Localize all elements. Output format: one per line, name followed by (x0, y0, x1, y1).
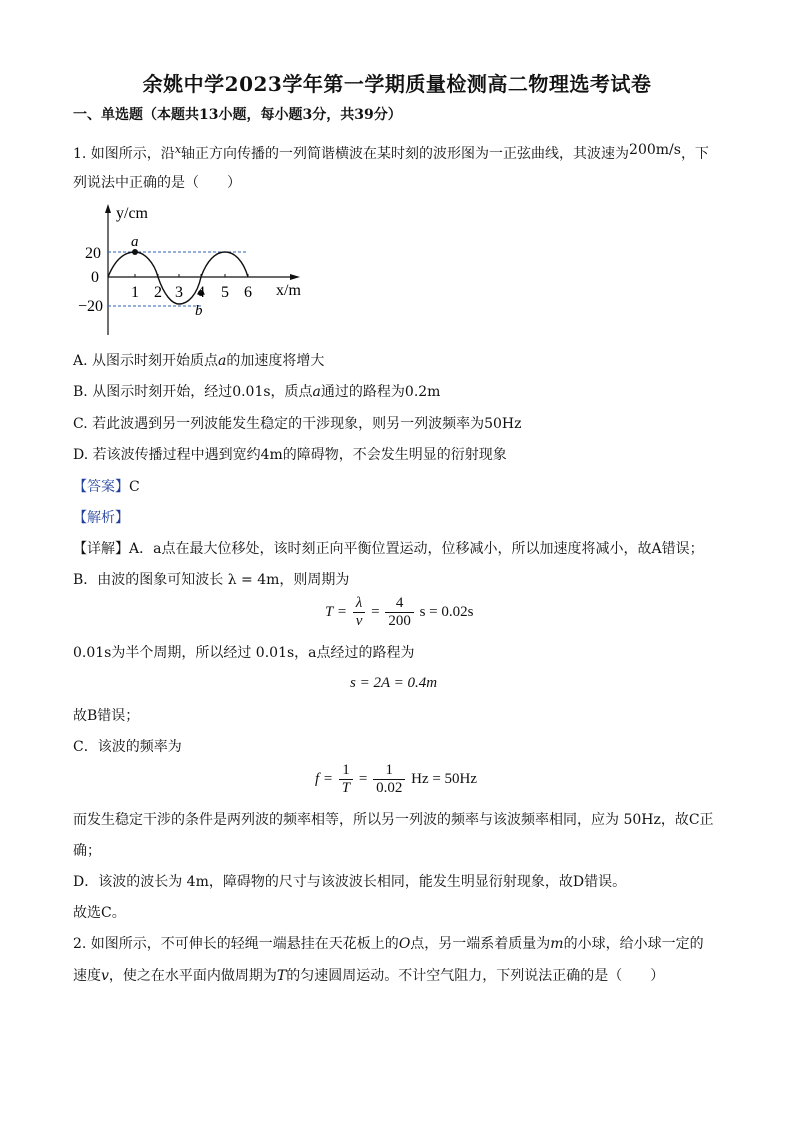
fraction-numerator: 1 (339, 762, 353, 780)
fraction-1-002 (373, 762, 405, 797)
option-a-text-end: 的加速度将增大 (226, 353, 325, 369)
q2-text: 点，另一端系着质量为 (410, 936, 551, 952)
formula-distance: s = 2A = 0.4m (350, 675, 438, 691)
detail-label: 【详解】 (73, 541, 129, 557)
detail-a-text: A．a点在最大位移处，该时刻正向平衡位置运动，位移减小，所以加速度将减小，故A错误； (129, 541, 704, 557)
formula-result: s = 0.02s (419, 603, 474, 620)
q2-text: 速度 (73, 968, 101, 984)
option-d: D. 若该波传播过程中遇到宽约4m的障碍物，不会发生明显的衍射现象 (73, 447, 507, 463)
detail-c-line1: C．该波的频率为 (73, 739, 182, 755)
option-b (73, 382, 440, 402)
answer-row (73, 477, 140, 497)
formula-frequency (315, 762, 477, 797)
wave-graph (78, 200, 318, 340)
page-title: 余姚中学2023学年第一学期质量检测高二物理选考试卷 (142, 72, 652, 96)
fraction-denominator: T (341, 780, 351, 796)
q2-stem-line2 (73, 966, 664, 986)
q1-stem-line2: 列说法中正确的是（ ） (73, 175, 241, 191)
analysis-label: 【解析】 (73, 510, 129, 526)
fraction-denominator: 200 (388, 613, 411, 629)
formula-period (325, 595, 473, 630)
y-tick-neg20: −20 (78, 298, 104, 315)
option-a-var: a (218, 353, 227, 369)
detail-c-line2: 而发生稳定干涉的条件是两列波的频率相等，所以另一列波的频率与该波频率相同，应为 50Hz，故C正 (73, 812, 714, 828)
x-tick-2: 2 (154, 284, 162, 301)
x-axis-label: x/m (276, 282, 301, 299)
answer-value: C (129, 479, 140, 495)
q2-text: 的小球，给小球一定的 (563, 936, 704, 952)
q2-var-v: v (101, 968, 109, 984)
detail-b-line2: 0.01s为半个周期，所以经过 0.01s，a点经过的路程为 (73, 645, 415, 661)
section-heading: 一、单选题（本题共13小题，每小题3分，共39分） (73, 107, 402, 123)
label-b: b (195, 303, 203, 319)
option-c: C. 若此波遇到另一列波能发生稳定的干涉现象，则另一列波频率为50Hz (73, 416, 522, 432)
q1-stem-text: 轴正方向传播的一列简谐横波在某时刻的波形图为一正弦曲线，其波速为 (181, 146, 630, 162)
option-a-text: A. 从图示时刻开始质点 (73, 353, 219, 369)
formula-result: Hz = 50Hz (411, 770, 478, 787)
q1-stem-line1 (73, 140, 709, 164)
formula-lhs: T = (325, 603, 347, 620)
q2-var-m: m (550, 936, 564, 952)
fraction-lambda-v (353, 595, 366, 630)
q1-stem-text: ，下 (680, 146, 709, 162)
q1-stem-x: x (174, 143, 182, 156)
q2-text: 2. 如图所示，不可伸长的轻绳一端悬挂在天花板上的 (73, 936, 399, 952)
x-tick-5: 5 (221, 284, 229, 301)
formula-lhs: f = (315, 770, 334, 787)
answer-label: 【答案】 (73, 479, 129, 495)
q1-wave-speed: 200m/s (629, 142, 681, 158)
x-tick-3: 3 (175, 284, 183, 301)
x-axis-arrow (290, 274, 300, 280)
detail-b-line3: 故B错误； (73, 708, 140, 724)
y-axis-label: y/cm (116, 205, 148, 222)
equals-sign: = (371, 603, 380, 620)
option-b-text-end: 通过的路程为0.2m (320, 384, 441, 400)
fraction-4-200 (385, 595, 414, 630)
q2-var-t: T (276, 968, 287, 984)
detail-c-line3: 确； (73, 843, 101, 859)
detail-a (73, 539, 704, 559)
fraction-numerator: 1 (373, 762, 405, 780)
x-tick-6: 6 (244, 284, 252, 301)
detail-b-line1: B．由波的图象可知波长 λ = 4m，则周期为 (73, 572, 350, 588)
option-a (73, 351, 324, 371)
fraction-denominator: v (355, 613, 363, 629)
q2-var-o: O (398, 936, 411, 952)
y-tick-20: 20 (85, 245, 101, 262)
option-b-var: a (312, 384, 321, 400)
fraction-1-T (339, 762, 353, 797)
q2-stem-line1 (73, 934, 704, 954)
y-tick-0: 0 (91, 269, 99, 286)
option-b-text: B. 从图示时刻开始，经过0.01s，质点 (73, 384, 313, 400)
q1-stem-text: 1. 如图所示，沿 (73, 146, 175, 162)
x-tick-1: 1 (131, 284, 139, 301)
equals-sign: = (358, 770, 368, 787)
label-a: a (131, 234, 139, 250)
conclusion: 故选C。 (73, 905, 126, 921)
y-axis-arrow (105, 204, 111, 213)
q2-text: ，使之在水平面内做周期为 (108, 968, 277, 984)
q2-text: 的匀速圆周运动。不计空气阻力，下列说法正确的是（ ） (286, 968, 665, 984)
fraction-numerator: λ (353, 595, 366, 613)
x-tick-4: 4 (197, 284, 205, 301)
fraction-denominator: 0.02 (376, 780, 403, 796)
fraction-numerator: 4 (385, 595, 414, 613)
detail-d: D．该波的波长为 4m，障碍物的尺寸与该波波长相同，能发生明显衍射现象，故D错误。 (73, 874, 627, 890)
